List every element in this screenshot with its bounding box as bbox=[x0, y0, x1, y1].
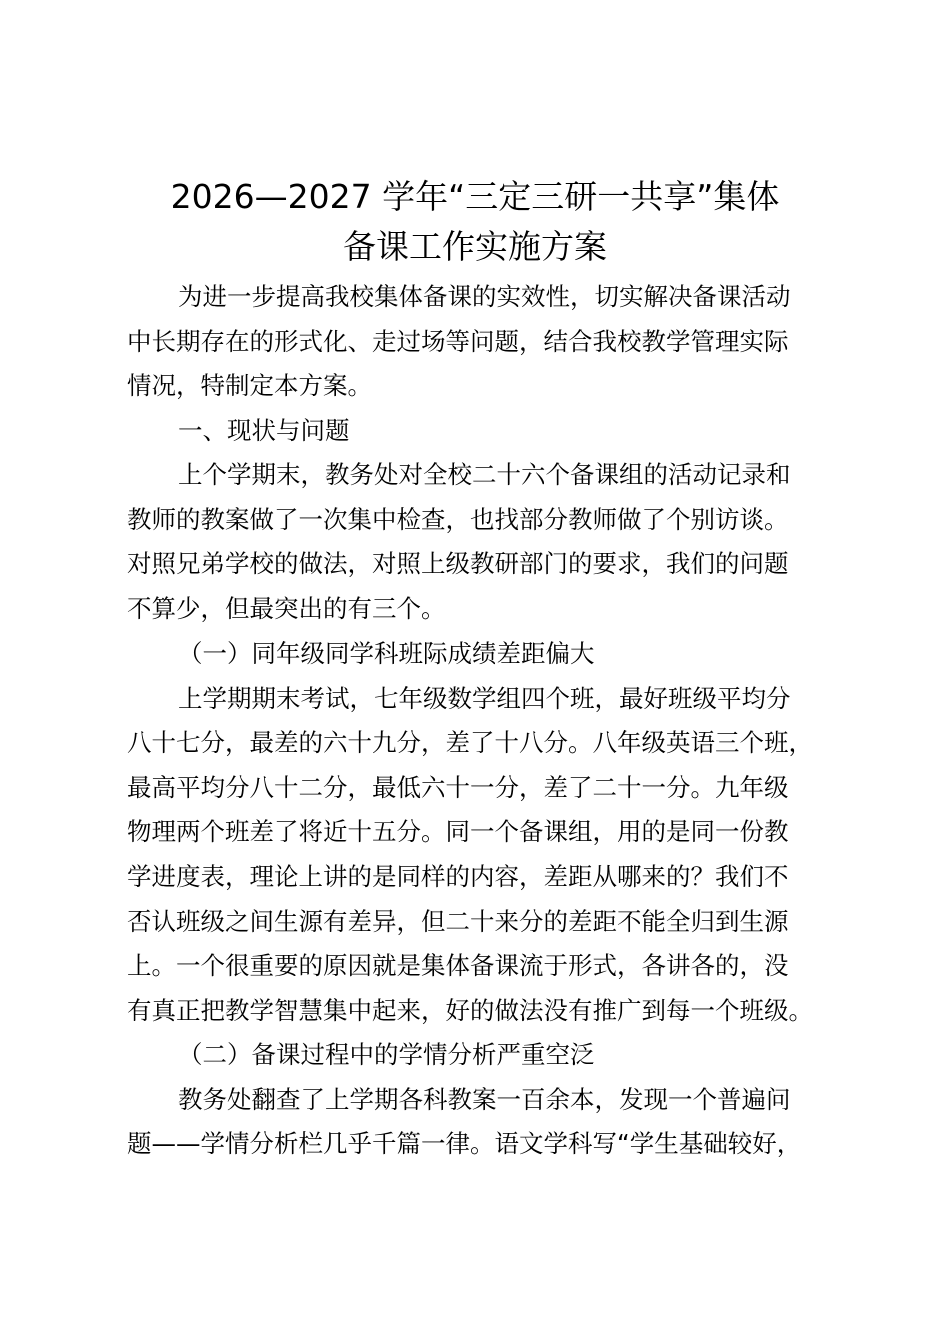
paragraph-line: 题——学情分析栏几乎千篇一律。语文学科写“学生基础较好， bbox=[127, 1129, 802, 1158]
paragraph-line: 上。一个很重要的原因就是集体备课流于形式，各讲各的，没 bbox=[127, 951, 789, 980]
paragraph-line: 上学期期末考试，七年级数学组四个班，最好班级平均分 bbox=[178, 684, 791, 713]
paragraph-line: 中长期存在的形式化、走过场等问题，结合我校教学管理实际 bbox=[127, 327, 789, 356]
paragraph-line: 教师的教案做了一次集中检查，也找部分教师做了个别访谈。 bbox=[127, 505, 789, 534]
paragraph-line: 否认班级之间生源有差异，但二十来分的差距不能全归到生源 bbox=[127, 907, 789, 936]
subsection-heading: （二）备课过程中的学情分析严重空泛 bbox=[178, 1040, 595, 1069]
paragraph-line: 物理两个班差了将近十五分。同一个备课组，用的是同一份教 bbox=[127, 817, 789, 846]
paragraph-line: 学进度表，理论上讲的是同样的内容，差距从哪来的？我们不 bbox=[127, 862, 789, 891]
paragraph-line: 为进一步提高我校集体备课的实效性，切实解决备课活动 bbox=[178, 282, 791, 311]
document-title-line-2: 备课工作实施方案 bbox=[343, 227, 607, 266]
section-heading: 一、现状与问题 bbox=[178, 416, 350, 445]
paragraph-line: 八十七分，最差的六十九分，差了十八分。八年级英语三个班， bbox=[127, 728, 813, 757]
paragraph-line: 情况，特制定本方案。 bbox=[127, 371, 372, 400]
paragraph-line: 上个学期末，教务处对全校二十六个备课组的活动记录和 bbox=[178, 460, 791, 489]
document-title-line-1: 2026—2027 学年“三定三研一共享”集体 bbox=[170, 177, 780, 216]
paragraph-line: 有真正把教学智慧集中起来，好的做法没有推广到每一个班级。 bbox=[127, 996, 813, 1025]
paragraph-line: 最高平均分八十二分，最低六十一分，差了二十一分。九年级 bbox=[127, 773, 789, 802]
subsection-heading: （一）同年级同学科班际成绩差距偏大 bbox=[178, 639, 595, 668]
paragraph-line: 不算少，但最突出的有三个。 bbox=[127, 594, 446, 623]
paragraph-line: 教务处翻查了上学期各科教案一百余本，发现一个普遍问 bbox=[178, 1085, 791, 1114]
paragraph-line: 对照兄弟学校的做法，对照上级教研部门的要求，我们的问题 bbox=[127, 549, 789, 578]
